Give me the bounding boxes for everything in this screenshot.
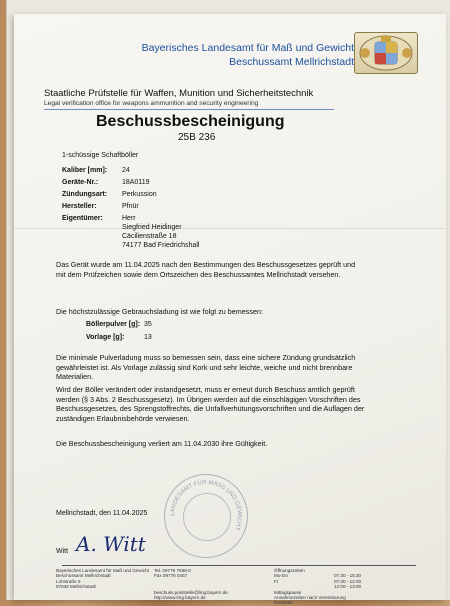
field-value-manufacturer: Pfnür xyxy=(122,203,139,210)
agency-office: Beschussamt Mellrichstadt xyxy=(229,56,354,68)
charge-value-powder: 35 xyxy=(144,321,152,328)
inspection-statement: Das Gerät wurde am 11.04.2025 nach den Bestimmungen des Beschussgesetzes geprüft und mit dem Prüfzeichen sowie dem Ortszeichen des Beschussamtes Mellrichstadt versehen. xyxy=(56,260,356,279)
max-charge-intro: Die höchstzulässige Gebrauchsladung ist wie folgt zu bemessen: xyxy=(56,307,263,316)
certificate-page xyxy=(14,14,446,606)
office-subtitle: Staatliche Prüfstelle für Waffen, Munition und Sicherheitstechnik xyxy=(44,88,314,99)
field-label-caliber: Kaliber [mm]: xyxy=(62,167,108,174)
document-number: 25B 236 xyxy=(178,132,216,143)
charge-label-powder: Böllerpulver [g]: xyxy=(86,321,141,328)
field-value-owner: Herr xyxy=(122,215,136,222)
field-value-caliber: 24 xyxy=(122,167,130,174)
owner-street: Cäcilienstraße 18 xyxy=(122,233,177,240)
footer-hours-labels: Öffnungszeiten Mo-Do Fr Mittagspause Annahmezeiten nach Vereinbarung Gremium xyxy=(274,568,346,606)
office-subtitle-english: Legal verification office for weapons ammunition and security engineering xyxy=(44,100,259,107)
footer-contact: Tel. 09776 7699-0 Fax 09776 0457 beschuss.poststelle@lmg.bayern.de http://www.lmg.bayern.de xyxy=(154,568,228,601)
document-title: Beschussbescheinigung xyxy=(96,113,285,130)
object-description: 1-schüssige Schaftböller xyxy=(62,152,139,159)
seal-text: LANDESAMT FÜR MASS UND GEWICHT xyxy=(169,479,243,531)
owner-name: Siegfried Heidinger xyxy=(122,224,182,231)
seal-center xyxy=(183,493,231,541)
minimum-charge-note: Die minimale Pulverladung muss so bemessen sein, dass eine sichere Zündung grundsätzlich gewährleistet ist. Als Vorlage zulässig sind Kork und sehr leichte, weiche und nicht brennbare Materialien. xyxy=(56,353,356,381)
field-label-manufacturer: Hersteller: xyxy=(62,203,97,210)
handwritten-signature: A. Witt xyxy=(76,532,146,556)
field-label-ignition: Zündungsart: xyxy=(62,191,108,198)
field-value-device-number: 18A0119 xyxy=(122,179,150,186)
field-label-owner: Eigentümer: xyxy=(62,215,103,222)
footer-rule xyxy=(62,565,416,566)
field-value-ignition: Perkussion xyxy=(122,191,157,198)
footer-hours-times: 07:30 - 15:30 07:30 - 12:00 12:00 - 13:00 xyxy=(334,573,362,590)
bavarian-crest-logo xyxy=(354,32,418,74)
agency-name: Bayerisches Landesamt für Maß und Gewicht xyxy=(141,42,354,54)
place-and-date: Mellrichstadt, den 11.04.2025 xyxy=(56,510,148,517)
official-seal-stamp xyxy=(164,474,248,558)
field-label-device-number: Geräte-Nr.: xyxy=(62,179,99,186)
paper-fold xyxy=(14,228,446,229)
validity-note: Die Beschussbescheinigung verliert am 11.04.2030 ihre Gültigkeit. xyxy=(56,439,268,448)
owner-city: 74177 Bad Friedrichshall xyxy=(122,242,200,249)
modification-note: Wird der Böller verändert oder instandgesetzt, muss er erneut durch Beschuss amtlich geprüft werden (§ 3 Abs. 2 Beschussgesetz). Im Übrigen werden auf die einschlägigen Vorschriften des Beschussgesetzes, des Sprengstoffrechts, die Unfallverhütungsvorschriften und die Auflagen der zuständigen Erlaubnisbehörde verwiesen. xyxy=(56,385,365,423)
footer-address: Bayerisches Landesamt für Maß und Gewicht Beschussamt Mellrichstadt Lohstraße 5 97638 Mellrichstadt xyxy=(56,568,149,590)
header-rule xyxy=(44,109,334,110)
charge-value-wad: 13 xyxy=(144,334,152,341)
signer-prefix: Witt xyxy=(56,548,69,555)
charge-label-wad: Vorlage [g]: xyxy=(86,334,125,341)
